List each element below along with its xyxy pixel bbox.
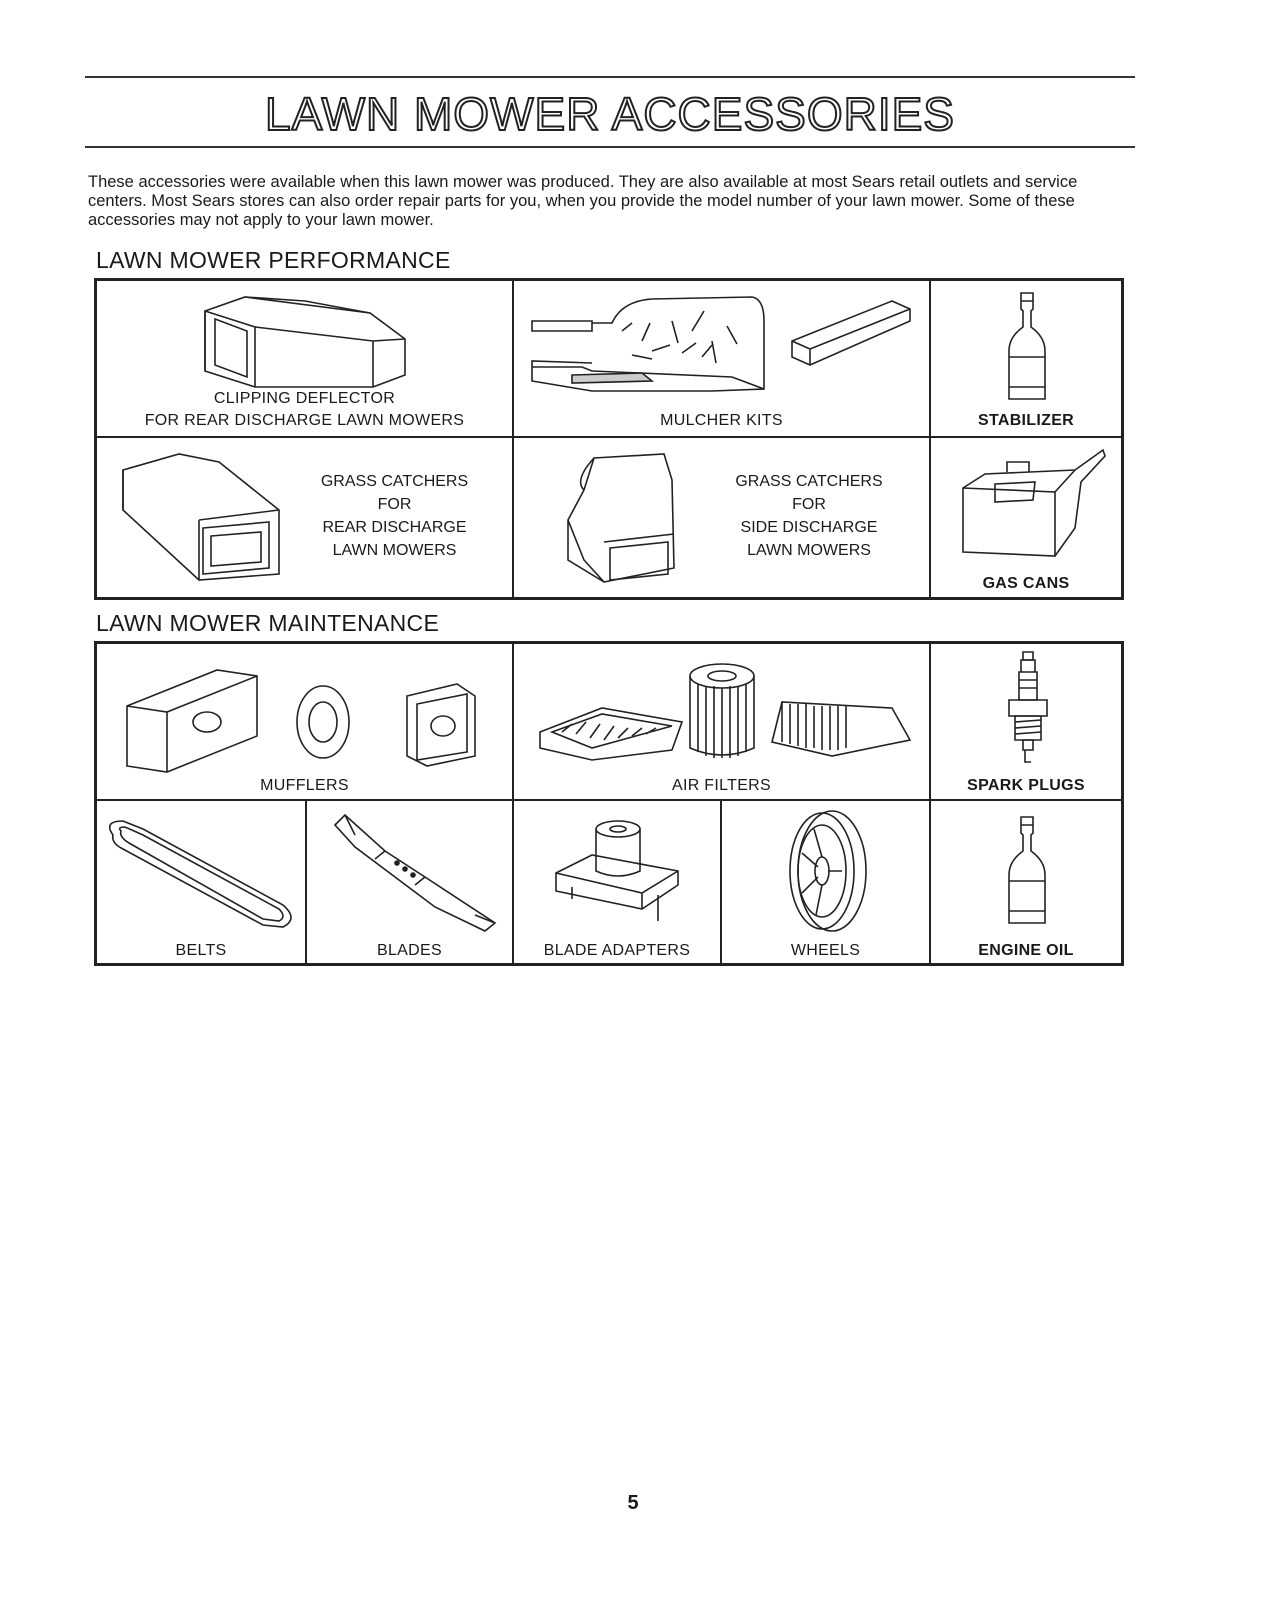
page-number: 5 [627, 1492, 639, 1514]
grass-catchers-side-line1: GRASS CATCHERS [735, 473, 883, 490]
belts-label: BELTS [175, 942, 227, 959]
grass-catchers-side-cell [514, 438, 931, 600]
clipping-deflector-title: CLIPPING DEFLECTOR [213, 390, 396, 407]
blade-adapter-icon [552, 811, 682, 931]
blades-cell [307, 801, 514, 966]
mulcher-kits-label: MULCHER KITS [660, 412, 783, 429]
clipping-deflector-cell [97, 281, 514, 438]
belts-cell [97, 801, 307, 966]
grass-catchers-rear-line3: REAR DISCHARGE [322, 519, 467, 536]
blade-icon [325, 811, 495, 933]
gas-cans-cell [931, 438, 1121, 600]
air-filters-label: AIR FILTERS [671, 777, 772, 794]
top-rule [85, 76, 1135, 78]
belt-icon [103, 815, 299, 935]
grass-catchers-rear-cell [97, 438, 514, 600]
blade-adapters-cell [514, 801, 722, 966]
spark-plugs-cell [931, 644, 1121, 801]
performance-heading: LAWN MOWER PERFORMANCE [96, 247, 451, 273]
air-filter-icon [532, 652, 912, 772]
side-grass-catcher-icon [554, 450, 684, 590]
blade-adapters-label: BLADE ADAPTERS [543, 942, 691, 959]
stabilizer-cell [931, 281, 1121, 438]
wheels-label: WHEELS [790, 942, 861, 959]
mulcher-kit-icon [532, 291, 912, 401]
gas-cans-label: GAS CANS [982, 575, 1070, 592]
wheels-cell [722, 801, 931, 966]
stabilizer-label: STABILIZER [977, 412, 1075, 429]
grass-catchers-rear-line4: LAWN MOWERS [332, 542, 457, 559]
clipping-deflector-icon [195, 291, 415, 391]
wheel-icon [778, 807, 878, 935]
grass-catchers-rear-line2: FOR [377, 496, 412, 513]
mufflers-label: MUFFLERS [260, 777, 349, 794]
performance-grid [94, 278, 1124, 600]
maintenance-grid [94, 641, 1124, 966]
muffler-icon [117, 656, 497, 776]
engine-oil-bottle-icon [1005, 815, 1049, 927]
title-rule [85, 146, 1135, 148]
spark-plugs-label: SPARK PLUGS [967, 777, 1085, 794]
intro-paragraph: These accessories were available when this lawn mower was produced. They are also available at most Sears retail outlets and service centers. Most Sears stores can also order repair parts for you, when you provide the model number of your lawn mower. Some of these accessories may not apply to your lawn mower. [88, 173, 1078, 229]
page-title: LAWN MOWER ACCESSORIES [265, 88, 955, 140]
mufflers-cell [97, 644, 514, 801]
grass-catchers-side-line3: SIDE DISCHARGE [740, 519, 878, 536]
maintenance-heading: LAWN MOWER MAINTENANCE [96, 610, 440, 636]
air-filters-cell [514, 644, 931, 801]
mulcher-kits-cell [514, 281, 931, 438]
grass-catchers-side-line4: LAWN MOWERS [747, 542, 871, 559]
engine-oil-cell [931, 801, 1121, 966]
grass-catchers-side-line2: FOR [792, 496, 826, 513]
rear-grass-catcher-icon [119, 450, 289, 590]
blades-label: BLADES [377, 942, 442, 959]
engine-oil-label: ENGINE OIL [978, 942, 1074, 959]
spark-plug-icon [1003, 650, 1053, 774]
gas-can-icon [955, 448, 1105, 558]
grass-catchers-rear-line1: GRASS CATCHERS [320, 473, 469, 490]
stabilizer-bottle-icon [1005, 291, 1049, 403]
clipping-deflector-subtitle: FOR REAR DISCHARGE LAWN MOWERS [144, 412, 465, 429]
